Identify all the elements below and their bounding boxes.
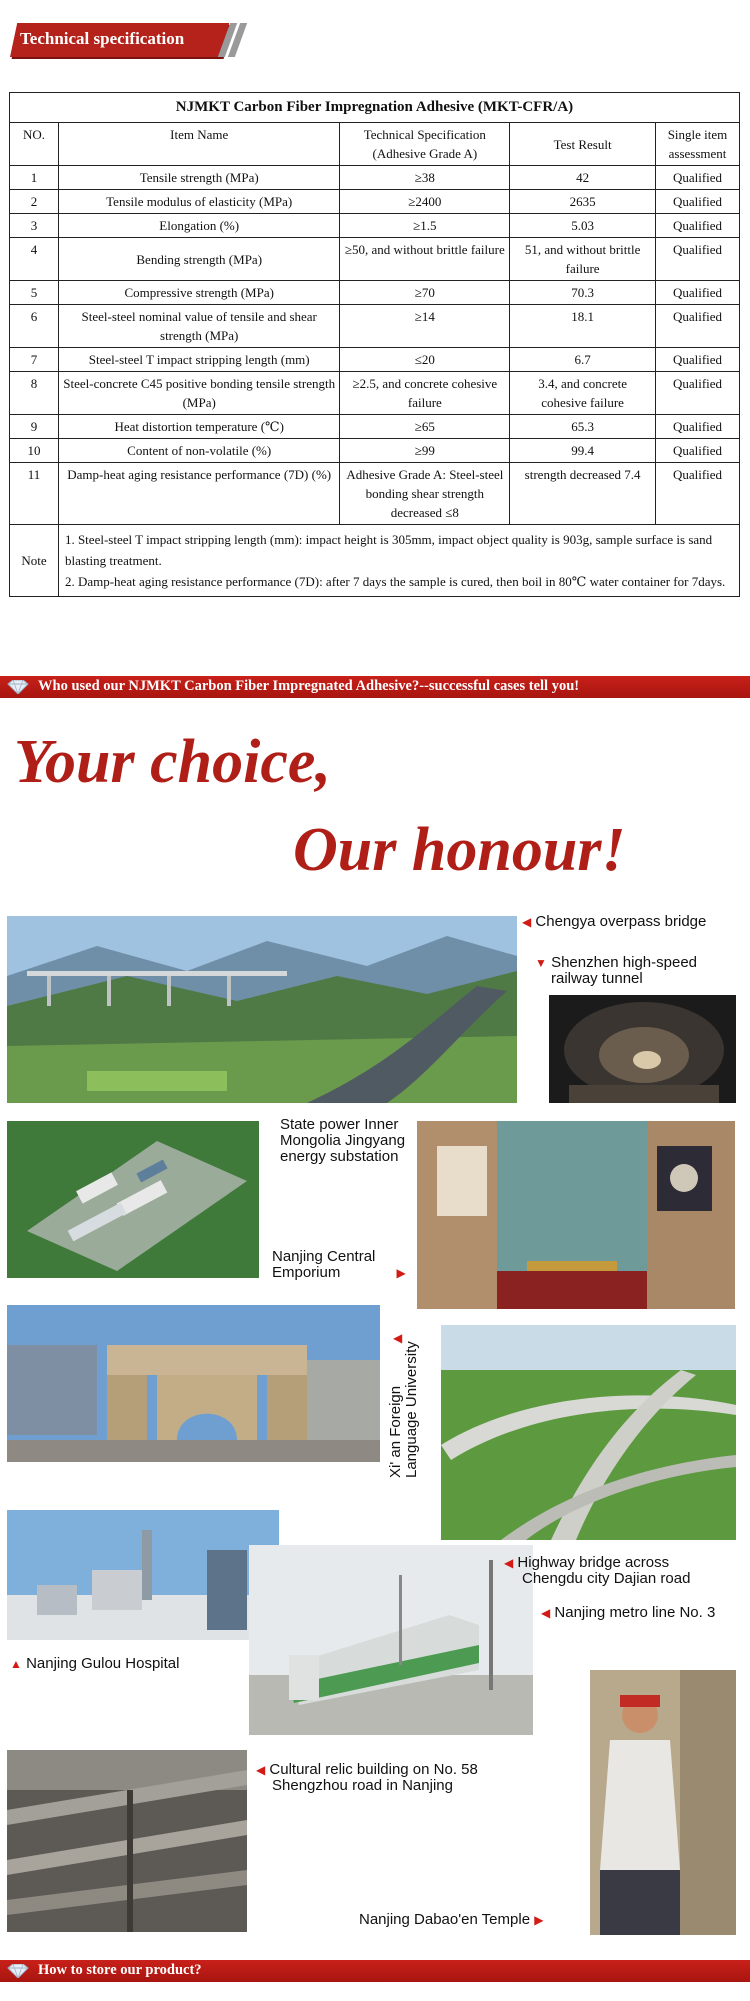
chengdu-highway-bridge-photo [441, 1325, 736, 1540]
table-cell-no: 6 [10, 305, 59, 348]
table-cell-result: 65.3 [510, 415, 656, 439]
notes-row [10, 525, 740, 597]
table-cell-item: Steel-concrete C45 positive bonding tensile strength (MPa) [58, 372, 340, 415]
table-cell-spec: ≤20 [340, 348, 510, 372]
table-cell-spec: ≥38 [340, 166, 510, 190]
marker-icon: ▼ [535, 956, 547, 970]
table-cell-item: Compressive strength (MPa) [58, 281, 340, 305]
table-cell-no: 11 [10, 463, 59, 525]
cultural-relic-building-photo [7, 1750, 247, 1932]
notes-cell [58, 525, 739, 597]
nanjing-dabaoen-temple-photo [590, 1670, 736, 1935]
table-cell-assess: Qualified [656, 166, 740, 190]
table-cell-item: Damp-heat aging resistance performance (7D) (%) [58, 463, 340, 525]
marker-icon: ▲ [10, 1657, 22, 1671]
table-cell-item: Steel-steel T impact stripping length (mm) [58, 348, 340, 372]
column-header: Test Result [510, 123, 656, 166]
table-cell-no: 3 [10, 214, 59, 238]
table-cell-item: Bending strength (MPa) [58, 238, 340, 281]
table-row [10, 190, 740, 214]
table-cell-result: 42 [510, 166, 656, 190]
table-row [10, 415, 740, 439]
slogan-line-2: Our honour! [293, 816, 626, 884]
nanjing-metro-photo [249, 1545, 533, 1735]
column-header: Technical Specification (Adhesive Grade A) [340, 123, 510, 166]
table-cell-item: Heat distortion temperature (℃) [58, 415, 340, 439]
table-cell-item: Steel-steel nominal value of tensile and shear strength (MPa) [58, 305, 340, 348]
table-row [10, 281, 740, 305]
table-cell-no: 4 [10, 238, 59, 281]
table-row [10, 348, 740, 372]
marker-icon: ◀ [541, 1606, 551, 1620]
table-cell-spec: ≥14 [340, 305, 510, 348]
table-cell-spec: ≥99 [340, 439, 510, 463]
table-header-row [10, 123, 740, 166]
diamond-icon [6, 680, 30, 694]
table-cell-spec: ≥70 [340, 281, 510, 305]
inner-mongolia-substation-photo [7, 1121, 259, 1278]
diamond-icon [6, 1964, 30, 1978]
table-cell-result: 3.4, and concrete cohesive failure [510, 372, 656, 415]
table-cell-result: 51, and without brittle failure [510, 238, 656, 281]
cases-section-title: Who used our NJMKT Carbon Fiber Impregnated Adhesive?--successful cases tell you! [38, 678, 580, 694]
table-cell-result: 2635 [510, 190, 656, 214]
table-cell-assess: Qualified [656, 214, 740, 238]
table-cell-assess: Qualified [656, 281, 740, 305]
note-1: 1. Steel-steel T impact stripping length (mm): impact height is 305mm, impact object quality is 903g, sample surface is sand blasting treatment. [64, 532, 713, 568]
metro-caption: ◀ Nanjing metro line No. 3 [541, 1604, 716, 1621]
column-header: NO. [10, 123, 59, 166]
column-header: Single item assessment [656, 123, 740, 166]
inner-mongolia-caption: State power Inner Mongolia Jingyang energy substation [280, 1116, 406, 1165]
slogan-line-1: Your choice, [14, 728, 331, 796]
table-cell-item: Elongation (%) [58, 214, 340, 238]
chengya-caption: ◀ Chengya overpass bridge [522, 913, 707, 930]
store-section-bar [0, 1960, 750, 1982]
table-cell-result: 5.03 [510, 214, 656, 238]
table-cell-assess: Qualified [656, 348, 740, 372]
table-cell-no: 8 [10, 372, 59, 415]
marker-icon: ◀ [256, 1763, 266, 1777]
marker-icon: ▶ [534, 1913, 544, 1927]
table-cell-no: 7 [10, 348, 59, 372]
table-row [10, 372, 740, 415]
table-row [10, 305, 740, 348]
store-section-title: How to store our product? [38, 1962, 202, 1978]
table-cell-spec: ≥2400 [340, 190, 510, 214]
xian-university-photo [7, 1305, 380, 1462]
table-cell-spec: ≥50, and without brittle failure [340, 238, 510, 281]
specification-table [9, 92, 740, 597]
table-row [10, 238, 740, 281]
table-cell-no: 10 [10, 439, 59, 463]
table-cell-no: 5 [10, 281, 59, 305]
table-cell-no: 2 [10, 190, 59, 214]
table-row [10, 166, 740, 190]
table-cell-item: Tensile strength (MPa) [58, 166, 340, 190]
table-cell-item: Tensile modulus of elasticity (MPa) [58, 190, 340, 214]
table-cell-assess: Qualified [656, 190, 740, 214]
table-cell-no: 9 [10, 415, 59, 439]
table-cell-spec: ≥65 [340, 415, 510, 439]
cases-section-bar [0, 676, 750, 698]
table-row [10, 463, 740, 525]
nanjing-gulou-hospital-photo [7, 1510, 279, 1640]
table-cell-assess: Qualified [656, 415, 740, 439]
table-row [10, 439, 740, 463]
table-cell-no: 1 [10, 166, 59, 190]
marker-icon: ◀ [393, 1331, 403, 1345]
marker-icon: ▶ [396, 1266, 406, 1280]
marker-icon: ◀ [522, 915, 532, 929]
table-cell-result: 6.7 [510, 348, 656, 372]
technical-specification-header [10, 23, 242, 59]
table-cell-result: 70.3 [510, 281, 656, 305]
table-cell-item: Content of non-volatile (%) [58, 439, 340, 463]
table-row [10, 214, 740, 238]
note-label: Note [10, 525, 59, 597]
shenzhen-caption: ▼ Shenzhen high-speed railway tunnel [535, 954, 698, 987]
chengya-overpass-bridge-photo [7, 916, 517, 1103]
note-2: 2. Damp-heat aging resistance performance (7D): after 7 days the sample is cured, then boil in 80℃ water container for 7days. [64, 574, 726, 589]
chengdu-caption: ◀ Highway bridge across Chengdu city Dajian road [504, 1554, 691, 1587]
table-cell-assess: Qualified [656, 463, 740, 525]
table-title: NJMKT Carbon Fiber Impregnation Adhesive (MKT-CFR/A) [10, 93, 740, 123]
table-cell-spec: ≥2.5, and concrete cohesive failure [340, 372, 510, 415]
table-cell-assess: Qualified [656, 372, 740, 415]
relic-caption: ◀ Cultural relic building on No. 58 Shengzhou road in Nanjing [256, 1761, 478, 1794]
table-cell-assess: Qualified [656, 238, 740, 281]
table-cell-result: strength decreased 7.4 [510, 463, 656, 525]
nanjing-central-emporium-photo [417, 1121, 735, 1309]
table-cell-assess: Qualified [656, 439, 740, 463]
column-header: Item Name [58, 123, 340, 166]
xian-caption: Xi' an Foreign Language University [387, 1341, 420, 1478]
gulou-caption: ▲ Nanjing Gulou Hospital [10, 1655, 180, 1672]
marker-icon: ◀ [504, 1556, 514, 1570]
table-cell-result: 99.4 [510, 439, 656, 463]
dabaoen-caption: Nanjing Dabao'en Temple ▶ [359, 1911, 544, 1928]
table-cell-spec: Adhesive Grade A: Steel-steel bonding shear strength decreased ≤8 [340, 463, 510, 525]
table-cell-assess: Qualified [656, 305, 740, 348]
header-title: Technical specification [20, 29, 185, 48]
nanjing-emporium-caption: Nanjing Central Emporium ▶ [272, 1248, 406, 1281]
table-cell-result: 18.1 [510, 305, 656, 348]
shenzhen-railway-tunnel-photo [549, 995, 736, 1103]
table-cell-spec: ≥1.5 [340, 214, 510, 238]
